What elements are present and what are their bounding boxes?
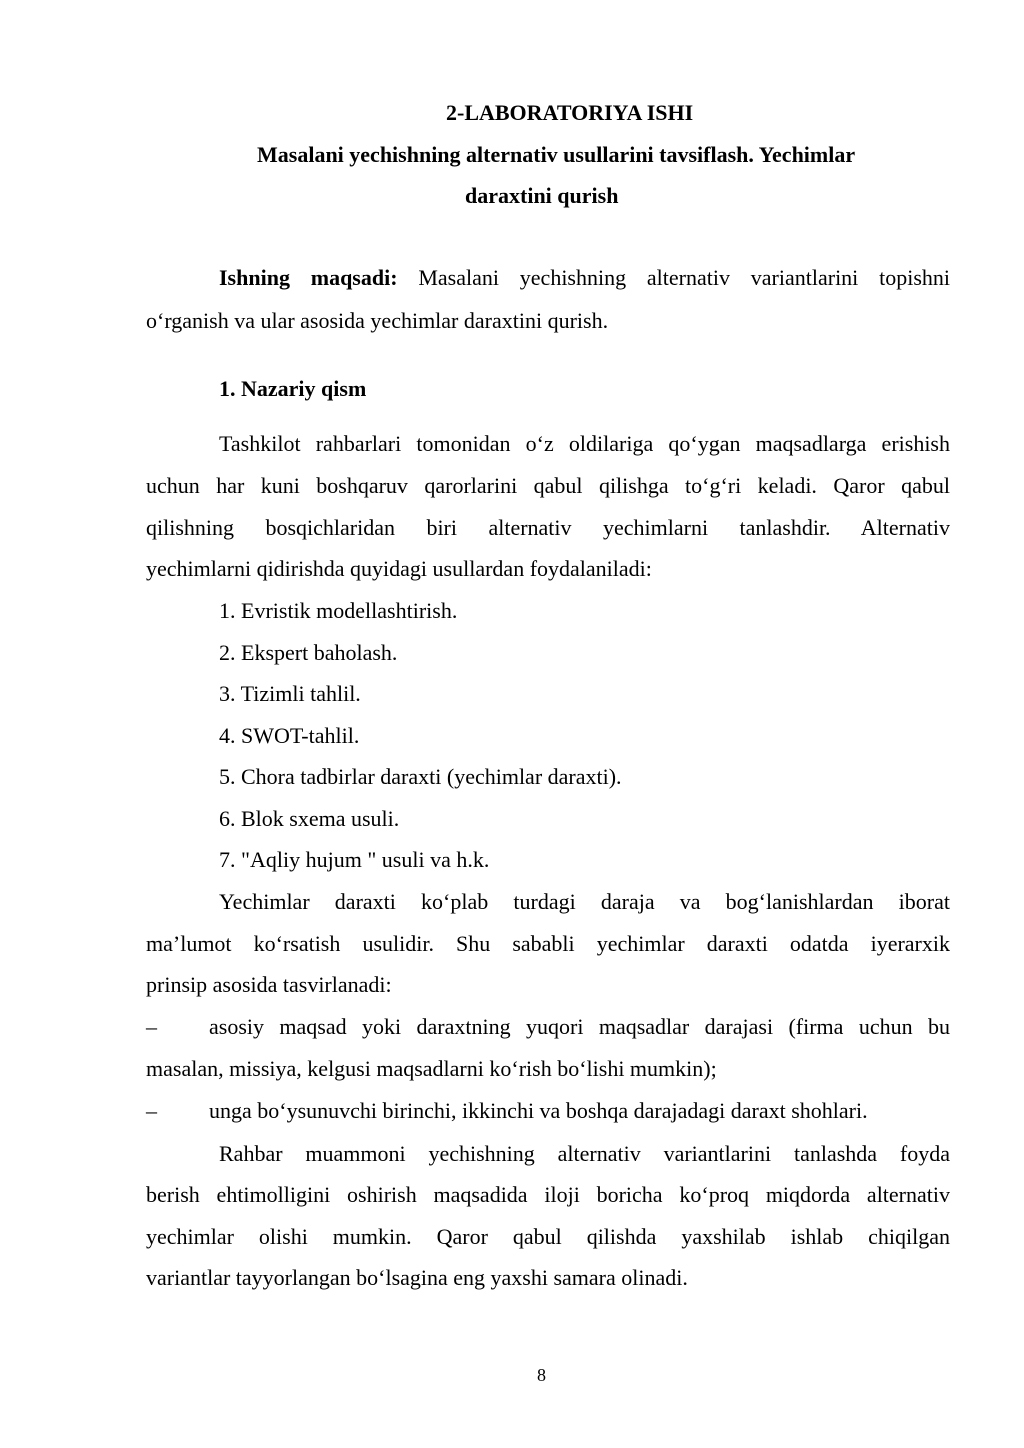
paragraph-1-line-4: yechimlarni qidirishda quyidagi usullardan foydalaniladi: [146, 556, 652, 581]
paragraph-3-line-3: yechimlar olishi mumkin. Qaror qabul qilishda yaxshilab ishlab chiqilgan [146, 1224, 950, 1249]
paragraph-2-line-2: ma’lumot ko‘rsatish usulidir. Shu sababli yechimlar daraxti odatda iyerarxik [146, 931, 950, 956]
paragraph-1-line-2: uchun har kuni boshqaruv qarorlarini qabul qilishga to‘g‘ri keladi. Qaror qabul [146, 473, 950, 498]
method-item: 6. Blok sxema usuli. [219, 806, 400, 831]
subtitle-line-1: Masalani yechishning alternativ usullarini tavsiflash. Yechimlar [257, 142, 856, 167]
bullet-text: asosiy maqsad yoki daraxtning yuqori maqsadlar darajasi (firma uchun bu [209, 1014, 950, 1039]
method-item: 7. "Aqliy hujum " usuli va h.k. [219, 847, 490, 872]
subtitle-line-2: daraxtini qurish [465, 183, 619, 208]
method-item: 2. Ekspert baholash. [219, 640, 398, 665]
purpose-text-1: Masalani yechishning alternativ variantlarini topishni [397, 265, 950, 290]
purpose-line-1 [219, 264, 950, 292]
paragraph-3-line-1: Rahbar muammoni yechishning alternativ variantlarini tanlashda foyda [219, 1141, 950, 1166]
bullet-item [146, 1013, 950, 1041]
dash-marker: – [146, 1014, 157, 1039]
bullet-item [146, 1097, 950, 1125]
paragraph-1-line-1: Tashkilot rahbarlari tomonidan o‘z oldilariga qo‘ygan maqsadlarga erishish [219, 431, 950, 456]
method-item: 3. Tizimli tahlil. [219, 681, 361, 706]
method-item: 5. Chora tadbirlar daraxti (yechimlar daraxti). [219, 764, 622, 789]
bullet-text: unga bo‘ysunuvchi birinchi, ikkinchi va boshqa darajadagi daraxt shohlari. [209, 1098, 868, 1123]
lab-title: 2-LABORATORIYA ISHI [446, 100, 694, 125]
paragraph-1-line-3: qilishning bosqichlaridan biri alternativ yechimlarni tanlashdir. Alternativ [146, 515, 950, 540]
method-item: 1. Evristik modellashtirish. [219, 598, 458, 623]
paragraph-2-line-3: prinsip asosida tasvirlanadi: [146, 972, 392, 997]
dash-marker: – [146, 1098, 157, 1123]
purpose-label: Ishning maqsadi: [219, 265, 398, 290]
paragraph-3-line-4: variantlar tayyorlangan bo‘lsagina eng yaxshi samara olinadi. [146, 1265, 688, 1290]
paragraph-3-line-2: berish ehtimolligini oshirish maqsadida iloji boricha ko‘proq miqdorda alternativ [146, 1182, 950, 1207]
bullet-continuation: masalan, missiya, kelgusi maqsadlarni ko‘rish bo‘lishi mumkin); [146, 1056, 717, 1081]
section-title: 1. Nazariy qism [219, 376, 367, 401]
page-number: 8 [537, 1365, 546, 1385]
purpose-line-2: o‘rganish va ular asosida yechimlar daraxtini qurish. [146, 308, 609, 333]
method-item: 4. SWOT-tahlil. [219, 723, 360, 748]
paragraph-2-line-1: Yechimlar daraxti ko‘plab turdagi daraja va bog‘lanishlardan iborat [219, 889, 950, 914]
